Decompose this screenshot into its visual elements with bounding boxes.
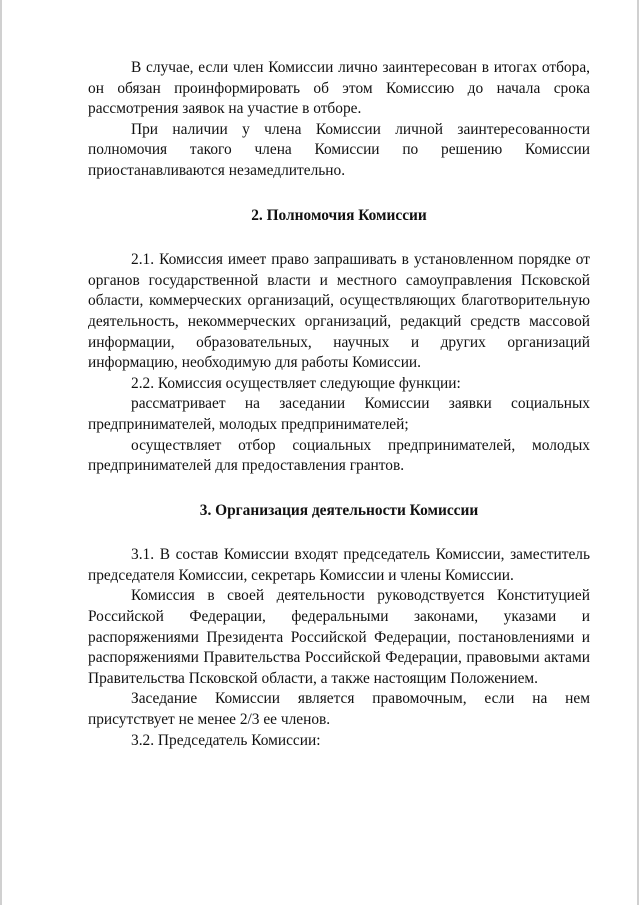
document-body <box>88 58 590 751</box>
section-heading-3: 3. Организация деятельности Комиссии <box>199 501 479 519</box>
paragraph-legal-basis: Комиссия в своей деятельности руководствуется Конституцией Российской Федерации, федеральными законами, указами и распоряжениями Президента Российской Федерации, постановлениями и распоряжениями Правительства Российской Федерации, правовыми актами Правительства Псковской области, а также настоящим Положением. <box>88 587 590 687</box>
paragraph-interest-notice: В случае, если член Комиссии лично заинтересован в итогах отбора, он обязан проинформировать об этом Комиссию до начала срока рассмотрения заявок на участие в отборе. <box>88 59 590 118</box>
paragraph-2-2: 2.2. Комиссия осуществляет следующие функции: <box>131 374 461 392</box>
paragraph-3-2: 3.2. Председатель Комиссии: <box>131 731 321 749</box>
scan-edge-right <box>637 0 639 905</box>
paragraph-powers-suspension: При наличии у члена Комиссии личной заинтересованности полномочия такого члена Комиссии по решению Комиссии приостанавливаются незамедлительно. <box>88 120 590 179</box>
section-heading-2: 2. Полномочия Комиссии <box>251 206 427 224</box>
paragraph-function-selection: осуществляет отбор социальных предпринимателей, молодых предпринимателей для предоставления грантов. <box>88 436 590 475</box>
paragraph-function-review: рассматривает на заседании Комиссии заявки социальных предпринимателей, молодых предпринимателей; <box>88 395 590 433</box>
paragraph-3-1: 3.1. В состав Комиссии входят председатель Комиссии, заместитель председателя Комиссии, секретарь Комиссии и члены Комиссии. <box>88 546 590 584</box>
paragraph-2-1: 2.1. Комиссия имеет право запрашивать в установленном порядке от органов государственной власти и местного самоуправления Псковской области, коммерческих организаций, осуществляющих благотворительную деятельность, некоммерческих организаций, редакций средств массовой информации, образовательных, научных и других организаций информацию, необходимую для работы Комиссии. <box>88 251 590 372</box>
scan-edge-left <box>0 0 2 905</box>
paragraph-quorum: Заседание Комиссии является правомочным, если на нем присутствует не менее 2/3 ее членов. <box>88 690 590 729</box>
